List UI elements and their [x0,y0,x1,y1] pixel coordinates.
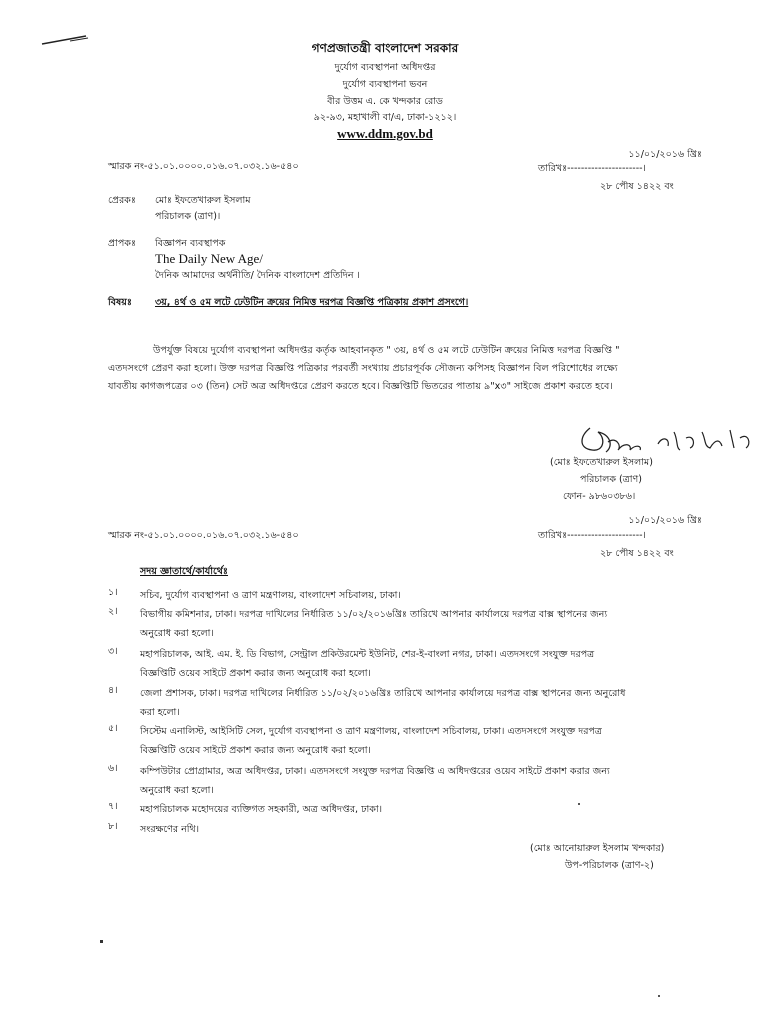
list-item-line: বিভাগীয় কমিশনার, ঢাকা। দরপত্র দাখিলের নির্ধারিত ১১/০২/২০১৬খ্রিঃ তারিখে আপনার কার্যালয়ে দরপত্র বাক্স স্থাপনের জন্য [140,609,608,620]
list-item-line: অনুরোধ করা হলো। [140,785,214,796]
handwritten-signature-1 [570,418,770,458]
list-item-number: ৭। [108,801,118,812]
memo2-reference: স্মারক নং-৫১.০১.০০০০.০১৬.০৭.০৩২.১৬-৫৪০ [108,530,299,541]
directorate-name: দুর্যোগ ব্যবস্থাপনা অধিদপ্তর [334,62,436,73]
list-item-line: কম্পিউটার প্রোগ্রামার, অত্র অধিদপ্তর, ঢাকা। এতদসংগে সংযুক্ত দরপত্র বিজ্ঞপ্তি এ অধিদপ্তরের ওয়েব সাইটে প্রকাশ করার জন্য [140,766,610,777]
subject-text: ৩য়, ৪র্থ ও ৫ম লটে ঢেউটিন ক্রয়ের নিমিত্ত দরপত্র বিজ্ঞপ্তি পত্রিকায় প্রকাশ প্রসংগে। [155,297,469,308]
recipient-newspaper: The Daily New Age/ [155,251,263,266]
scan-speck [658,995,660,997]
list-item-line: মহাপরিচালক মহোদয়ের ব্যক্তিগত সহকারী, অত্র অধিদপ্তর, ঢাকা। [140,804,383,815]
signature2-designation: উপ-পরিচালক (ত্রাণ-২) [565,860,654,871]
subject-label: বিষয়ঃ [108,297,132,308]
list-item-line: জেলা প্রশাসক, ঢাকা। দরপত্র দাখিলের নির্ধারিত ১১/০২/২০১৬খ্রিঃ তারিখে আপনার কার্যালয়ে দরপত্র বাক্স স্থাপনের জন্য অনুরোধ [140,688,626,699]
body-line-2: এতদসংগে প্রেরণ করা হলো। উক্ত দরপত্র বিজ্ঞপ্তি পত্রিকার পরবর্তী সংখ্যায় প্রচারপূর্বক সৌজন্য কপিসহ বিজ্ঞাপন বিল পরিশোধের লক্ষ্যে [108,363,618,374]
sender-designation: পরিচালক (ত্রাণ)। [155,211,221,222]
signature1-name: (মোঃ ইফতেখারুল ইসলাম) [550,457,653,468]
list-item-line: সিস্টেম এনালিস্ট, আইসিটি সেল, দুর্যোগ ব্যবস্থাপনা ও ত্রাণ মন্ত্রণালয়, বাংলাদেশ সচিবালয়, ঢাকা। এতদসংগে সংযুক্ত দরপত্র [140,726,602,737]
memo1-date-en: ১১/০১/২০১৬ খ্রিঃ [628,149,702,160]
memo2-date-en: ১১/০১/২০১৬ খ্রিঃ [628,515,702,526]
list-item-line: মহাপরিচালক, আই. এম. ই. ডি বিভাগ, সেন্ট্রাল প্রকিউরমেন্ট ইউনিট, শের-ই-বাংলা নগর, ঢাকা। এতদসংগে সংযুক্ত দরপত্র [140,649,595,660]
scan-speck [578,803,580,805]
signature1-designation: পরিচালক (ত্রাণ) [580,474,642,485]
recipient-line1: বিজ্ঞাপন ব্যবস্থাপক [155,238,226,249]
list-item-line: অনুরোধ করা হলো। [140,628,214,639]
list-item-line: করা হলো। [140,707,180,718]
body-line-1: উপর্যুক্ত বিষয়ে দুর্যোগ ব্যবস্থাপনা অধিদপ্তর কর্তৃক আহবানকৃত " ৩য়, ৪র্থ ও ৫ম লটে ঢেউটিন ক্রয়ের নিমিত্ত দরপত্র বিজ্ঞপ্তি " [153,345,620,356]
list-item-number: ২। [108,606,118,617]
list-item-line: সংরক্ষণের নথি। [140,824,200,835]
road-name: বীর উত্তম এ. কে খন্দকার রোড [327,96,443,107]
list-item-number: ৬। [108,763,118,774]
signature1-phone: ফোন- ৯৮৬০৩৮৬। [563,491,636,502]
recipient-line3: দৈনিক আমাদের অর্থনীতি/ দৈনিক বাংলাদেশ প্রতিদিন । [155,270,360,281]
distribution-heading: সদয় জ্ঞাতার্থে/কার্যার্থেঃ [140,566,229,577]
memo2-date-label: তারিখঃ----------------------। [538,530,646,541]
building-name: দুর্যোগ ব্যবস্থাপনা ভবন [342,79,428,90]
website-link[interactable]: www.ddm.gov.bd [337,126,433,141]
memo2-date-bn: ২৮ পৌষ ১৪২২ বং [600,548,674,559]
list-item-number: ৫। [108,723,118,734]
memo1-date-bn: ২৮ পৌষ ১৪২২ বং [600,181,674,192]
memo1-reference: স্মারক নং-৫১.০১.০০০০.০১৬.০৭.০৩২.১৬-৫৪০ [108,161,299,172]
list-item-number: ১। [108,587,118,598]
list-item-line: বিজ্ঞপ্তিটি ওয়েব সাইটে প্রকাশ করার জন্য অনুরোধ করা হলো। [140,668,371,679]
signature2-name: (মোঃ আনোয়ারুল ইসলাম খন্দকার) [530,843,665,854]
list-item-line: বিজ্ঞপ্তিটি ওয়েব সাইটে প্রকাশ করার জন্য অনুরোধ করা হলো। [140,745,371,756]
body-paragraph [108,342,730,396]
body-line-3: যাবতীয় কাগজপত্রের ০৩ (তিন) সেট অত্র অধিদপ্তরে প্রেরণ করতে হবে। বিজ্ঞপ্তিটি ভিতরের পাতায় ৯"x৩" সাইজে প্রকাশ করতে হবে। [108,381,613,392]
memo1-date-label: তারিখঃ----------------------। [538,163,646,174]
recipient-label: প্রাপকঃ [108,238,137,249]
list-item-number: ৩। [108,646,118,657]
scan-speck [100,940,103,943]
list-item-number: ৪। [108,685,118,696]
sender-label: প্রেরকঃ [108,195,136,206]
govt-title: গণপ্রজাতন্ত্রী বাংলাদেশ সরকার [311,41,459,55]
address: ৯২-৯৩, মহাখালী বা/এ, ঢাকা-১২১২। [313,112,457,123]
list-item-number: ৮। [108,821,118,832]
list-item-line: সচিব, দুর্যোগ ব্যবস্থাপনা ও ত্রাণ মন্ত্রণালয়, বাংলাদেশ সচিবালয়, ঢাকা। [140,590,401,601]
sender-name: মোঃ ইফতেখারুল ইসলাম [155,195,251,206]
